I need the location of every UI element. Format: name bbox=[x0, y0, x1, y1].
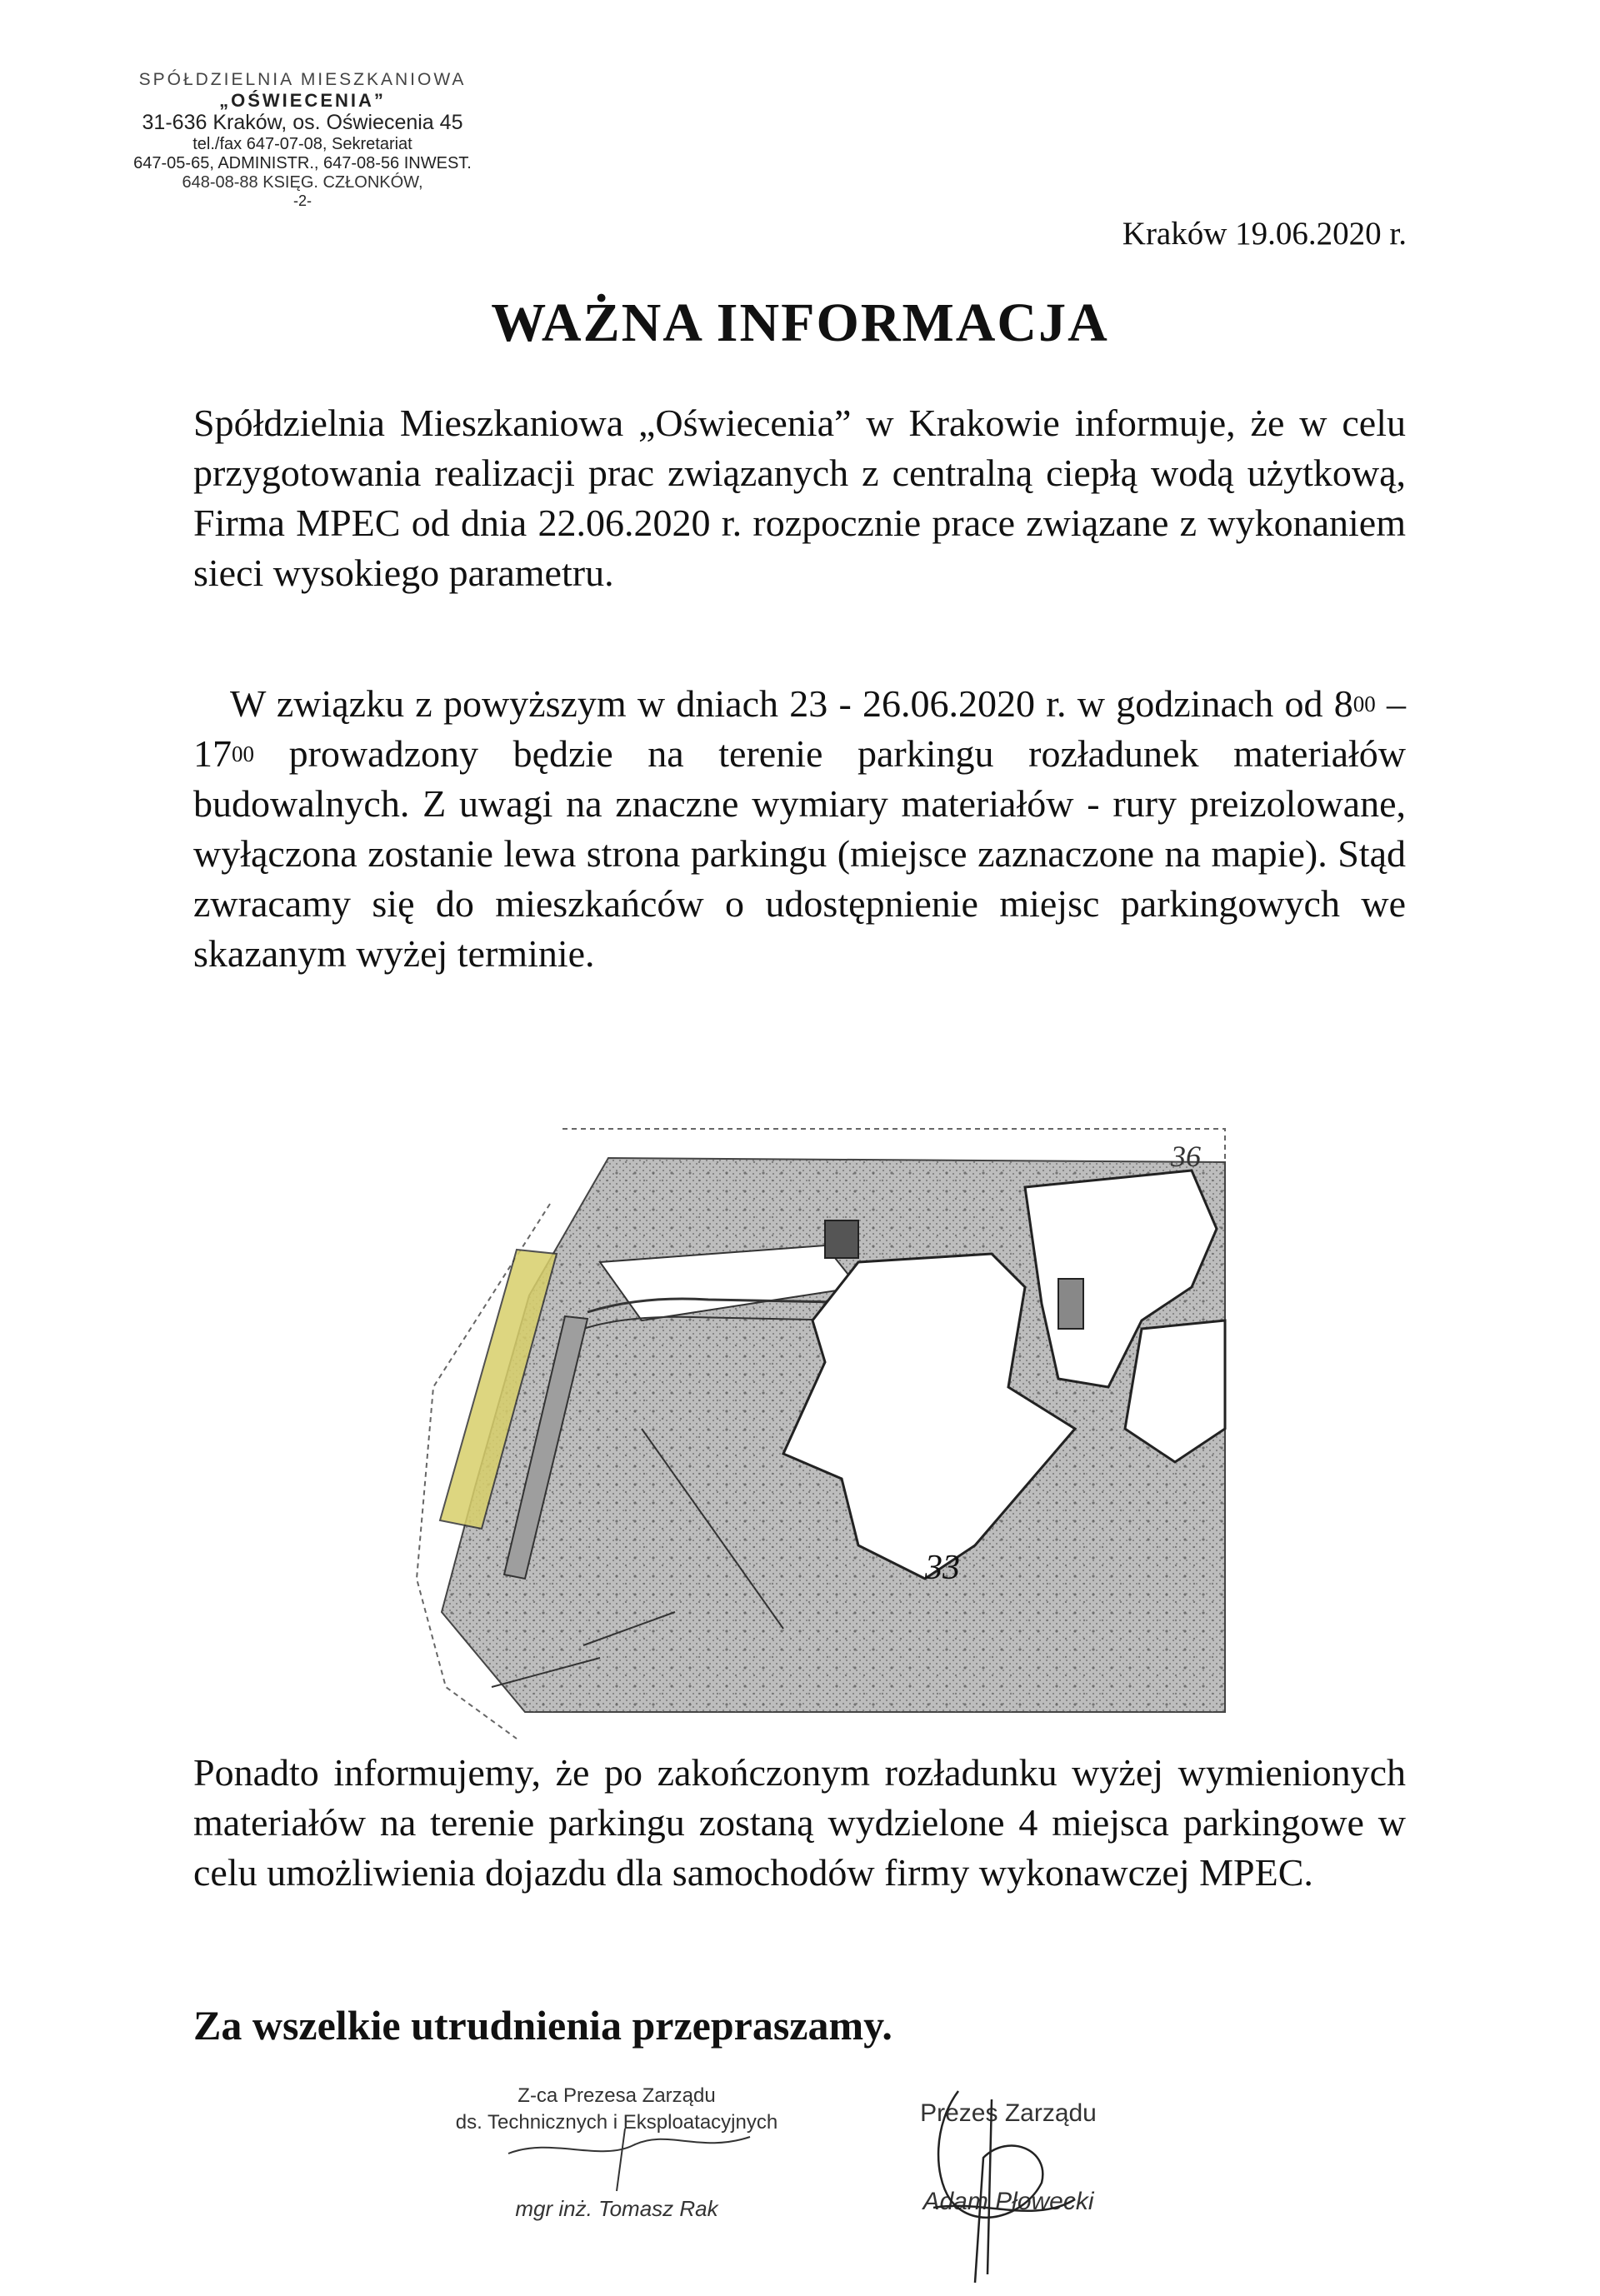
paragraph-schedule bbox=[193, 679, 1406, 979]
closing-apology: Za wszelkie utrudnienia przepraszamy. bbox=[193, 2002, 892, 2049]
paragraph-intro-text: Spółdzielnia Mieszkaniowa „Oświecenia” w Krakowie informuje, że w celu przygotowania realizacji prac związanych z centralną ciepłą wodą użytkową, Firma MPEC od dnia 22.06.2020 r. rozpocznie prace związane z wykonaniem sieci wysokiego parametru. bbox=[193, 402, 1406, 594]
stamp-line-5: 647-05-65, ADMINISTR., 647-08-56 INWEST. bbox=[133, 154, 472, 173]
map-label-33: 33 bbox=[925, 1549, 960, 1587]
paragraph-follow-up-text: Ponadto informujemy, że po zakończonym rozładunku wyżej wymienionych materiałów na terenie parkingu zostaną wydzielone 4 miejsca parkingowe w celu umożliwienia dojazdu dla samochodów firmy wykonawczej MPEC. bbox=[193, 1751, 1406, 1894]
stamp-line-6: 648-08-88 KSIĘG. CZŁONKÓW, bbox=[182, 173, 423, 192]
map-small-structure bbox=[825, 1220, 858, 1258]
end-hour-minutes: 00 bbox=[232, 741, 254, 766]
signature-left-name: mgr inż. Tomasz Rak bbox=[515, 2196, 718, 2221]
schedule-text-part-3: prowadzony będzie na terenie parkingu rozładunek materiałów budowalnych. Z uwagi na znaczne wymiary materiałów - rury preizolowane, wyłączona zostanie lewa strona parkingu (miejsce zaznaczone na mapie). Stąd zwracamy się do mieszkańców o udostępnienie miejsc parkingowych we skazanym wyżej terminie. bbox=[193, 732, 1406, 975]
document-title: WAŻNA INFORMACJA bbox=[491, 292, 1109, 353]
parking-site-map bbox=[392, 1112, 1233, 1741]
stamp-line-3: 31-636 Kraków, os. Oświecenia 45 bbox=[142, 111, 463, 135]
signature-right-scribble bbox=[883, 2074, 1100, 2291]
stamp-line-7: -2- bbox=[293, 192, 312, 210]
schedule-text-part-1: W związku z powyższym w dniach 23 - 26.06.2020 r. w godzinach od 8 bbox=[230, 682, 1353, 725]
signature-left-scribble bbox=[500, 2120, 767, 2195]
cooperative-stamp bbox=[107, 70, 498, 210]
paragraph-intro bbox=[193, 398, 1406, 598]
stamp-line-2: „OŚWIECENIA” bbox=[219, 90, 386, 112]
map-label-36: 36 bbox=[1171, 1140, 1201, 1173]
schedule-text-part-2: – 17 bbox=[193, 682, 1406, 775]
paragraph-follow-up bbox=[193, 1748, 1406, 1898]
document-date: Kraków 19.06.2020 r. bbox=[1122, 216, 1407, 252]
stamp-line-1: SPÓŁDZIELNIA MIESZKANIOWA bbox=[138, 70, 467, 89]
paragraph-schedule-text bbox=[193, 679, 1406, 979]
signature-right-name: Adam Płowecki bbox=[922, 2188, 1094, 2215]
map-small-structure-2 bbox=[1058, 1279, 1083, 1329]
signature-left-department: ds. Technicznych i Eksploatacyjnych bbox=[455, 2111, 778, 2134]
stamp-line-4: tel./fax 647-07-08, Sekretariat bbox=[192, 135, 412, 154]
signature-right-title: Prezes Zarządu bbox=[920, 2099, 1097, 2127]
start-hour-minutes: 00 bbox=[1352, 691, 1376, 716]
signature-left-title: Z-ca Prezesa Zarządu bbox=[518, 2084, 716, 2107]
